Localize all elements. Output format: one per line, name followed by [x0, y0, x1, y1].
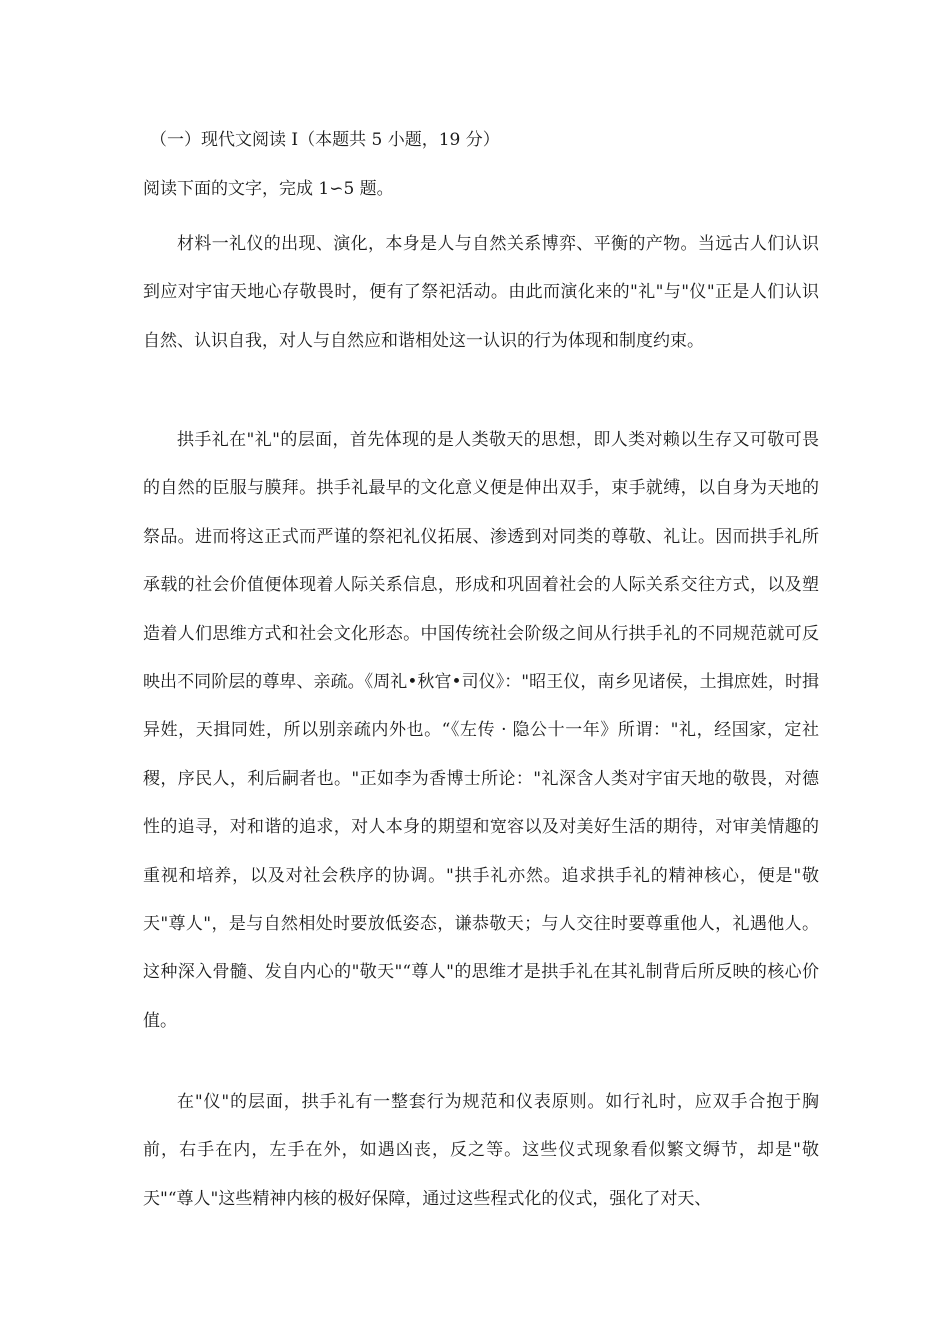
paragraph-1: 材料一礼仪的出现、演化，本身是人与自然关系博弈、平衡的产物。当远古人们认识到应对宇宙天地心存敬畏时，便有了祭祀活动。由此而演化来的"礼"与"仪"正是人们认识自然、认识自我，对人与自然应和谐相处这一认识的行为体现和制度约束。 [143, 234, 819, 351]
reading-instruction: 阅读下面的文字，完成 1∽5 题。 [143, 179, 394, 199]
paragraph-2: 拱手礼在"礼"的层面，首先体现的是人类敬天的思想，即人类对赖以生存又可敬可畏的自然的臣服与膜拜。拱手礼最早的文化意义便是伸出双手，束手就缚，以自身为天地的祭品。进而将这正式而严谨的祭祀礼仪拓展、渗透到对同类的尊敬、礼让。因而拱手礼所承载的社会价值便体现着人际关系信息，形成和巩固着社会的人际关系交往方式，以及塑造着人们思维方式和社会文化形态。中国传统社会阶级之间从行拱手礼的不同规范就可反映出不同阶层的尊卑、亲疏。《周礼•秋官•司仪》："昭王仪，南乡见诸侯，土揖庶姓，时揖异姓，天揖同姓，所以别亲疏内外也。“《左传 · 隐公十一年》所谓："礼，经国家，定社稷，序民人，利后嗣者也。"正如李为香博士所论："礼深含人类对宇宙天地的敬畏，对德性的追寻，对和谐的追求，对人本身的期望和宽容以及对美好生活的期待，对审美情趣的重视和培养，以及对社会秩序的协调。"拱手礼亦然。追求拱手礼的精神核心，便是"敬天"尊人"，是与自然相处时要放低姿态，谦恭敬天；与人交往时要尊重他人，礼遇他人。这种深入骨髓、发自内心的"敬天"“尊人"的思维才是拱手礼在其礼制背后所反映的核心价值。 [143, 430, 819, 1031]
section-heading: （一）现代文阅读 I（本题共 5 小题，19 分） [150, 130, 500, 150]
paragraph-3: 在"仪"的层面，拱手礼有一整套行为规范和仪表原则。如行礼时，应双手合抱于胸前，右手在内，左手在外，如遇凶丧，反之等。这些仪式现象看似繁文缛节，却是"敬天"“尊人"这些精神内核的极好保障，通过这些程式化的仪式，强化了对天、 [143, 1092, 819, 1209]
